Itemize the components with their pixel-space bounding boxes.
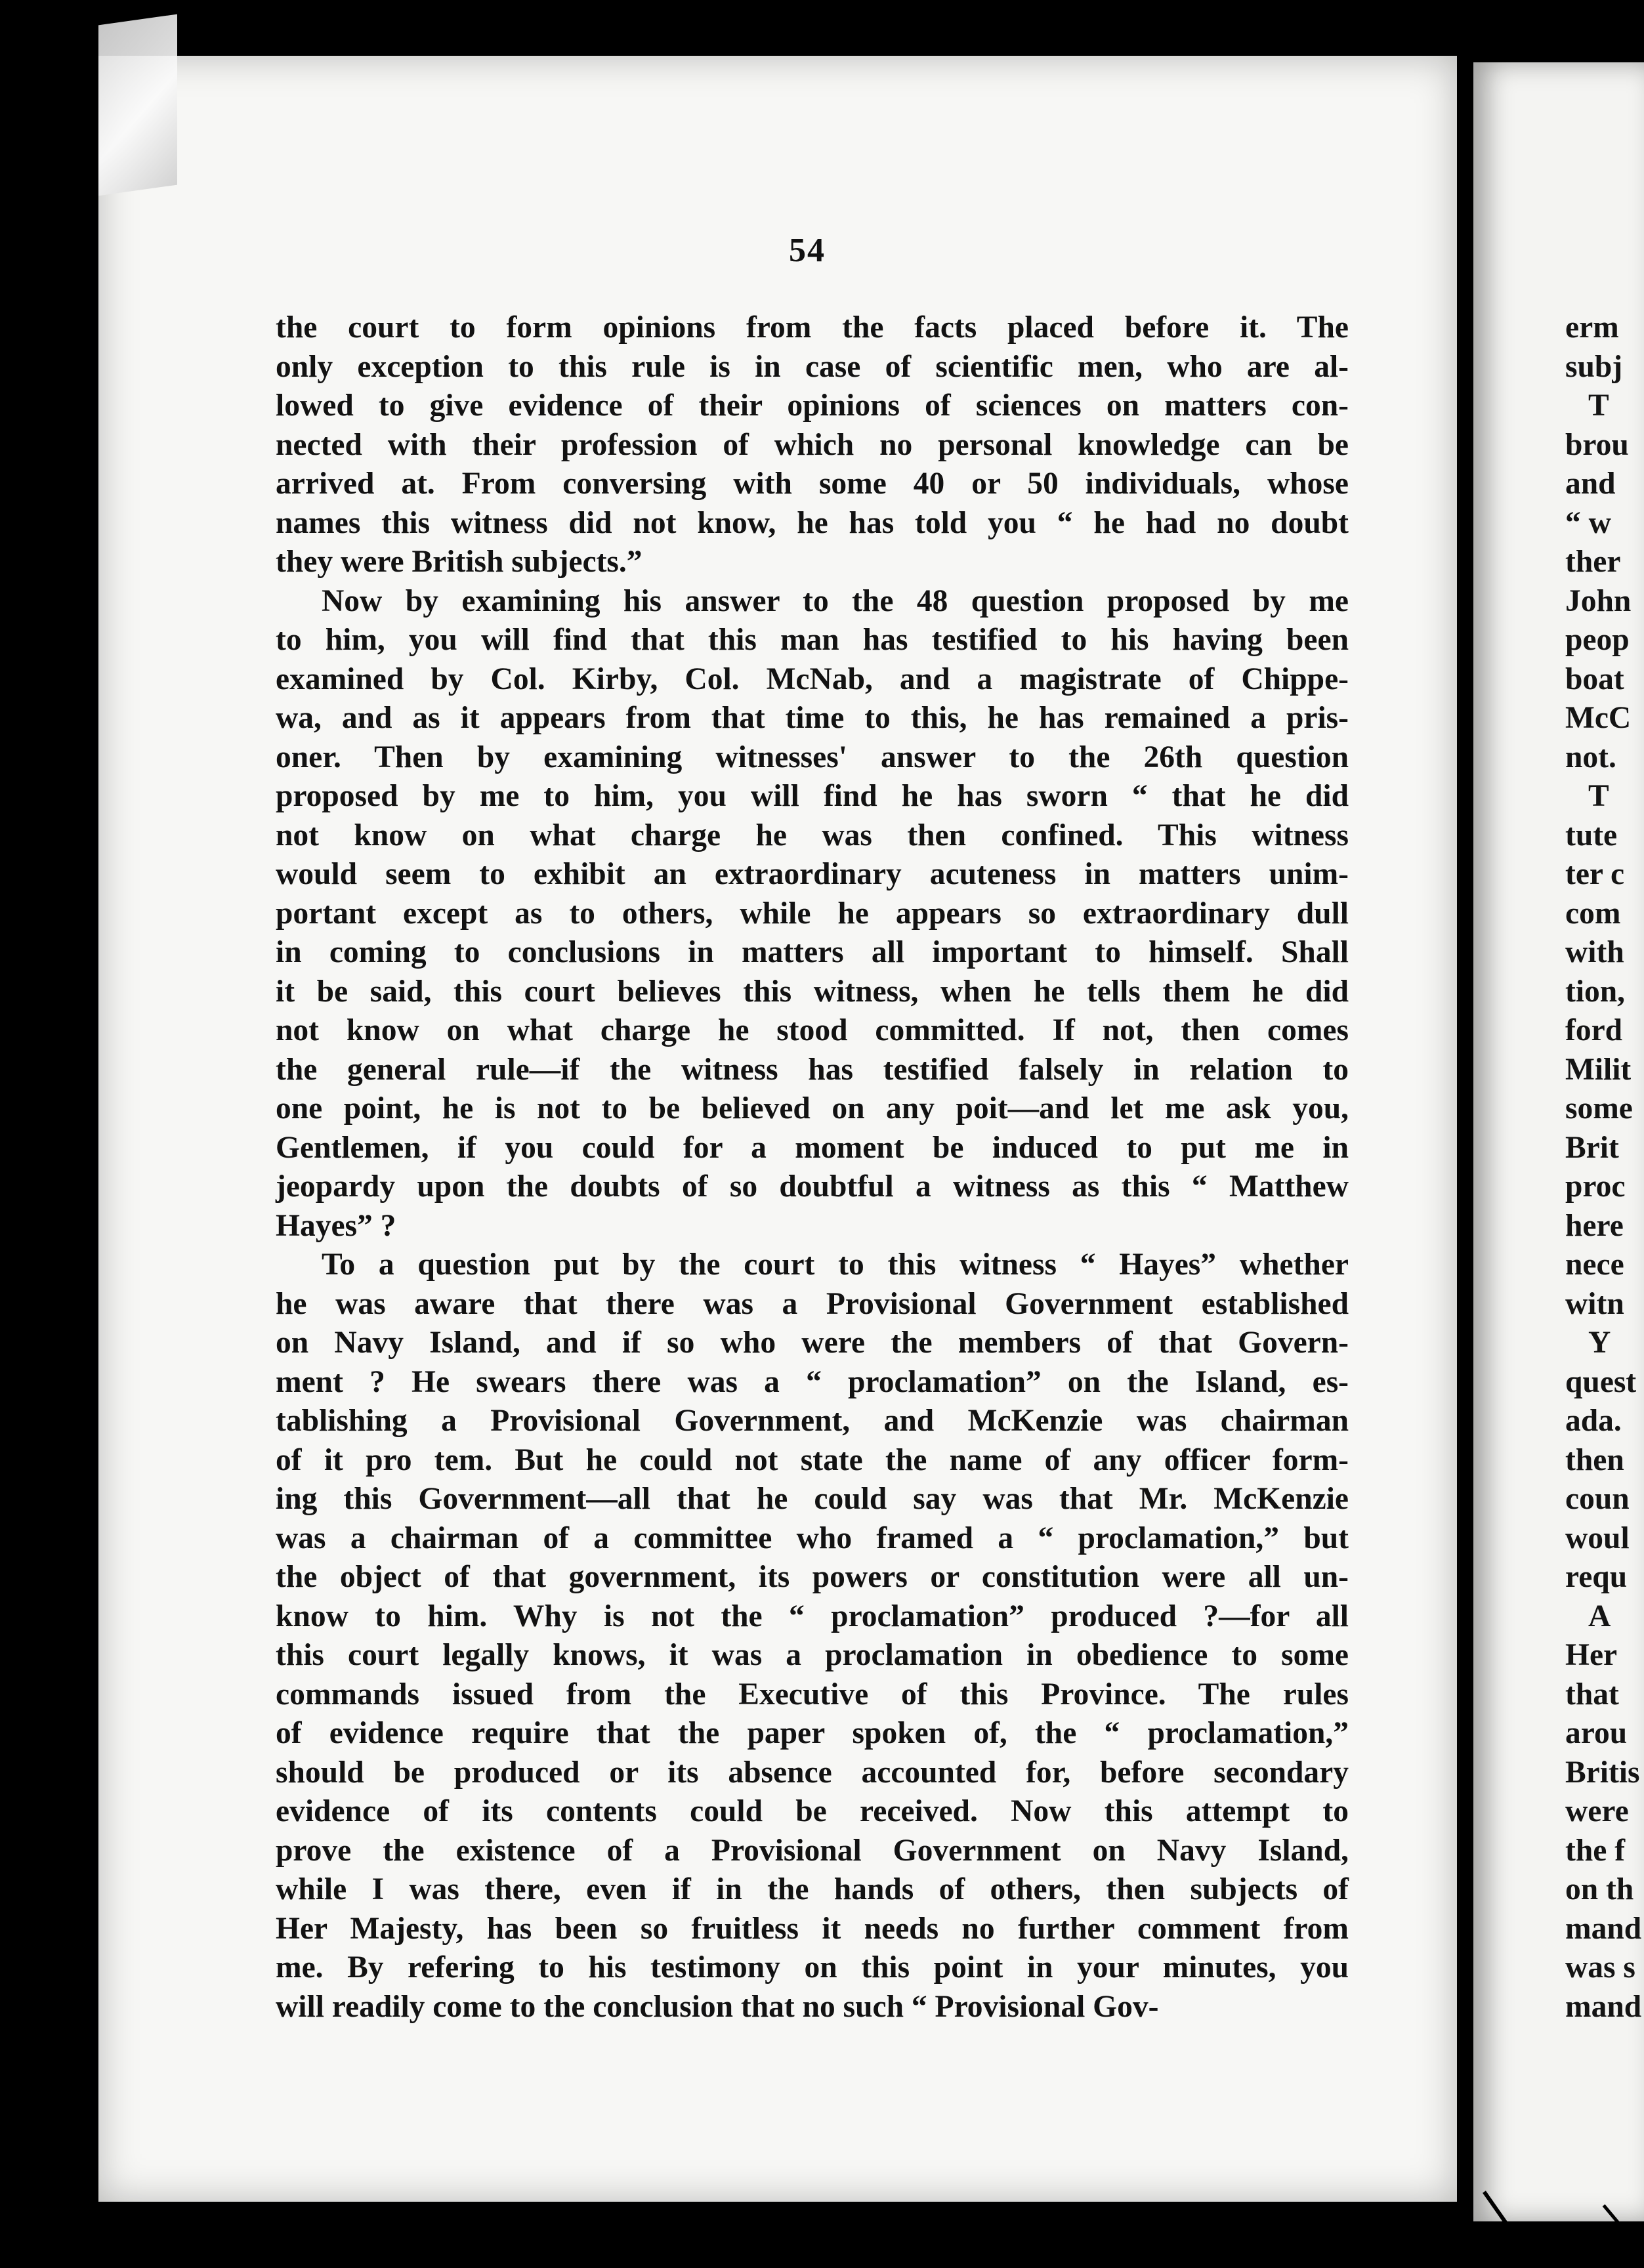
text-line: will readily come to the conclusion that no such “ Provisional Gov- [276,1989,1159,2024]
text-line: this court legally knows, it was a proclamation in obedience to some [276,1638,1349,1672]
facing-text-line: ter c [1565,857,1625,891]
facing-text-line: subj [1565,349,1623,384]
text-line: of evidence require that the paper spoken of, the “ proclamation,” [276,1716,1349,1750]
text-line: Hayes” ? [276,1208,396,1243]
facing-text-line: peop [1565,623,1630,657]
facing-text-line: Her [1565,1638,1618,1672]
facing-text-line: not. [1565,740,1616,774]
facing-text-line: coun [1565,1482,1630,1516]
text-line: lowed to give evidence of their opinions of sciences on matters con- [276,388,1349,423]
text-line: the object of that government, its powers or constitution were all un- [276,1560,1349,1594]
text-line: proposed by me to him, you will find he has sworn “ that he did [276,779,1349,813]
text-line: examined by Col. Kirby, Col. McNab, and a magistrate of Chippe- [276,662,1349,696]
facing-text-line: arou [1565,1716,1628,1750]
text-line: nected with their profession of which no personal knowledge can be [276,427,1349,462]
facing-text-line: some [1565,1091,1633,1125]
text-line: me. By refering to his testimony on this point in your minutes, you [276,1950,1349,1984]
facing-text-line: tion, [1565,974,1626,1009]
text-line: tablishing a Provisional Government, and McKenzie was chairman [276,1404,1349,1438]
facing-text-line: and [1565,467,1616,501]
text-line: wa, and as it appears from that time to this, he has remained a pris- [276,701,1349,735]
text-line: not know on what charge he was then confined. This witness [276,818,1349,852]
text-line: it be said, this court believes this witness, when he tells them he did [276,974,1349,1009]
text-line: should be produced or its absence accounted for, before secondary [276,1755,1349,1790]
facing-text-line: brou [1565,427,1629,462]
facing-text-line: John [1565,583,1632,618]
facing-text-line: T [1588,779,1609,813]
facing-text-line: McC [1565,701,1632,735]
facing-text-line: Milit [1565,1052,1632,1087]
facing-text-line: Brit [1565,1130,1619,1165]
facing-text-line: tute [1565,818,1618,852]
text-line: Now by examining his answer to the 48 question proposed by me [322,583,1349,618]
page-corner-edge [98,14,177,196]
facing-text-line: ada. [1565,1404,1622,1438]
text-line: Her Majesty, has been so fruitless it needs no further comment from [276,1911,1349,1946]
main-text-body [276,308,1349,2026]
text-line: ing this Government—all that he could say was that Mr. McKenzie [276,1482,1349,1516]
facing-text-line: Britis [1565,1755,1640,1790]
text-line: to him, you will find that this man has testified to his having been [276,623,1349,657]
text-line: portant except as to others, while he appears so extraordinary dull [276,896,1349,931]
text-line: the court to form opinions from the facts placed before it. The [276,310,1349,345]
text-line: know to him. Why is not the “ proclamation” produced ?—for all [276,1599,1349,1633]
facing-text-line: nece [1565,1248,1624,1282]
facing-text-line: witn [1565,1286,1624,1321]
facing-text-line: boat [1565,662,1624,696]
facing-text-line: the f [1565,1833,1626,1868]
facing-text-line: Y [1588,1326,1611,1360]
facing-text-line: woul [1565,1521,1630,1555]
text-line: prove the existence of a Provisional Government on Navy Island, [276,1833,1349,1868]
facing-text-line: proc [1565,1169,1626,1204]
facing-text-line: “ w [1565,505,1611,540]
facing-text-line: were [1565,1794,1629,1828]
text-line: on Navy Island, and if so who were the members of that Govern- [276,1326,1349,1360]
text-line: only exception to this rule is in case of scientific men, who are al- [276,349,1349,384]
text-line: he was aware that there was a Provisional Government established [276,1286,1349,1321]
text-line: commands issued from the Executive of this Province. The rules [276,1677,1349,1712]
facing-text-line: on th [1565,1872,1634,1906]
text-line: in coming to conclusions in matters all important to himself. Shall [276,935,1349,969]
text-line: of it pro tem. But he could not state the name of any officer form- [276,1442,1349,1477]
facing-text-line: with [1565,935,1624,969]
text-line: jeopardy upon the doubts of so doubtful a witness as this “ Matthew [276,1169,1349,1204]
text-line: names this witness did not know, he has told you “ he had no doubt [276,505,1349,540]
facing-text-line: ford [1565,1013,1623,1047]
facing-text-line: mand [1565,1911,1642,1946]
text-line: while I was there, even if in the hands of others, then subjects of [276,1872,1349,1906]
text-line: was a chairman of a committee who framed a “ proclamation,” but [276,1521,1349,1555]
facing-text-line: that [1565,1677,1619,1712]
text-line: would seem to exhibit an extraordinary acuteness in matters unim- [276,857,1349,891]
text-line: the general rule—if the witness has testified falsely in relation to [276,1052,1349,1087]
facing-text-line: T [1588,388,1609,423]
facing-text-line: mand [1565,1989,1642,2024]
text-line: not know on what charge he stood committed. If not, then comes [276,1013,1349,1047]
text-line: one point, he is not to be believed on any poit—and let me ask you, [276,1091,1349,1125]
text-line: evidence of its contents could be received. Now this attempt to [276,1794,1349,1828]
facing-text-line: quest [1565,1364,1637,1399]
text-line: Gentlemen, if you could for a moment be induced to put me in [276,1130,1349,1165]
page-number: 54 [789,232,826,269]
facing-text-line: here [1565,1208,1624,1243]
facing-text-line: then [1565,1442,1624,1477]
text-line: arrived at. From conversing with some 40 or 50 individuals, whose [276,467,1349,501]
facing-text-line: was s [1565,1950,1635,1984]
facing-page-text-fragment [1565,308,1644,2024]
text-line: oner. Then by examining witnesses' answer to the 26th question [276,740,1349,774]
facing-text-line: erm [1565,310,1619,345]
text-line: ment ? He swears there was a “ proclamation” on the Island, es- [276,1364,1349,1399]
facing-text-line: A [1588,1599,1611,1633]
text-line: To a question put by the court to this witness “ Hayes” whether [322,1248,1349,1282]
facing-text-line: requ [1565,1560,1628,1594]
text-line: they were British subjects.” [276,545,643,579]
facing-text-line: com [1565,896,1621,931]
facing-text-line: ther [1565,545,1621,579]
